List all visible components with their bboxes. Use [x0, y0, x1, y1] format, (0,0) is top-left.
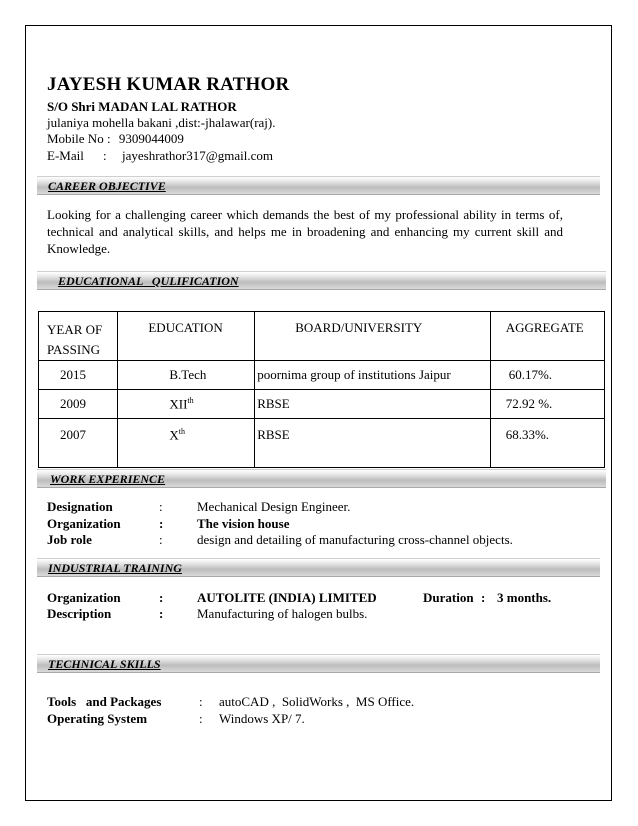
- row-education: X: [169, 427, 179, 443]
- education-table: [38, 311, 605, 468]
- designation-value: Mechanical Design Engineer.: [197, 499, 351, 514]
- mobile-value: 9309044009: [118, 131, 184, 146]
- description-colon: :: [159, 606, 164, 621]
- table-row: [39, 390, 605, 419]
- tools-label: Tools and Packages: [47, 694, 162, 709]
- row-aggregate: 72.92 %.: [505, 396, 553, 411]
- candidate-name: JAYESH KUMAR RATHOR: [47, 74, 290, 95]
- job-role-colon: :: [159, 532, 163, 547]
- designation-colon: :: [159, 499, 163, 514]
- row-board: RBSE: [257, 427, 290, 442]
- header-aggregate: [490, 312, 604, 361]
- header-education: [118, 312, 255, 361]
- mobile-line: [47, 131, 184, 147]
- table-row: [39, 361, 605, 390]
- section-title: INDUSTRIAL TRAINING: [48, 561, 182, 575]
- email-colon: :: [103, 148, 107, 163]
- row-aggregate: 60.17%.: [508, 367, 553, 382]
- section-career-objective: [37, 176, 600, 195]
- row-aggregate: 68.33%.: [505, 427, 550, 442]
- row-year: 2007: [60, 427, 86, 442]
- duration-value: 3 months.: [497, 590, 552, 605]
- organization-label: Organization: [47, 516, 121, 531]
- organization-value: The vision house: [197, 516, 290, 531]
- organization-colon: :: [159, 516, 164, 531]
- duration-colon: :: [481, 590, 486, 605]
- os-value: Windows XP/ 7.: [219, 711, 305, 726]
- section-technical-skills: [37, 654, 600, 673]
- tools-colon: :: [199, 694, 203, 709]
- training-organization-label: Organization: [47, 590, 121, 605]
- header-year: [39, 312, 118, 361]
- row-education-sup: th: [187, 395, 194, 405]
- section-title: CAREER OBJECTIVE: [48, 179, 166, 193]
- training-organization-colon: :: [159, 590, 164, 605]
- description-label: Description: [47, 606, 112, 621]
- section-title: TECHNICAL SKILLS: [48, 657, 161, 671]
- header-aggregate-label: AGGREGATE: [505, 320, 584, 335]
- row-education: B.Tech: [169, 367, 207, 382]
- section-industrial-training: [37, 558, 600, 577]
- table-row: [39, 419, 605, 468]
- job-role-label: Job role: [47, 532, 92, 547]
- os-colon: :: [199, 711, 203, 726]
- row-board: RBSE: [257, 396, 290, 411]
- header-year-line1: YEAR OF: [47, 322, 103, 337]
- row-board: poornima group of institutions Jaipur: [257, 367, 451, 382]
- email-label: E-Mail: [47, 148, 84, 163]
- section-title: WORK EXPERIENCE: [50, 472, 166, 486]
- header-board: [255, 312, 491, 361]
- address: julaniya mohella bakani ,dist:-jhalawar(raj).: [47, 115, 276, 130]
- tools-value: autoCAD , SolidWorks , MS Office.: [219, 694, 415, 709]
- row-education-sup: th: [178, 427, 185, 436]
- mobile-label: Mobile No :: [47, 131, 111, 146]
- row-year: 2015: [60, 367, 86, 382]
- os-label: Operating System: [47, 711, 148, 726]
- training-organization-value: AUTOLITE (INDIA) LIMITED: [197, 590, 377, 605]
- table-header-row: [39, 312, 605, 361]
- row-education: XII: [169, 396, 188, 412]
- email-value[interactable]: jayeshrathor317@gmail.com: [122, 148, 273, 163]
- description-value: Manufacturing of halogen bulbs.: [197, 606, 368, 621]
- parent-name: S/O Shri MADAN LAL RATHOR: [47, 99, 237, 114]
- duration-label: Duration: [423, 590, 474, 605]
- designation-label: Designation: [47, 499, 113, 514]
- row-year: 2009: [60, 396, 86, 411]
- section-title: EDUCATIONAL QULIFICATION: [58, 274, 239, 288]
- section-education: [37, 271, 606, 290]
- header-year-line2: PASSING: [47, 342, 100, 357]
- email-line: [47, 148, 84, 164]
- header-board-label: BOARD/UNIVERSITY: [295, 320, 423, 335]
- career-objective-text: Looking for a challenging career which demands the best of my professional ability in terms of, technical and analytical skills, and helps me in broadening and enhancing my current skill and Knowledge.: [47, 207, 563, 256]
- job-role-value: design and detailing of manufacturing cross-channel objects.: [197, 532, 513, 547]
- section-work-experience: [37, 469, 606, 488]
- header-education-label: EDUCATION: [148, 320, 223, 335]
